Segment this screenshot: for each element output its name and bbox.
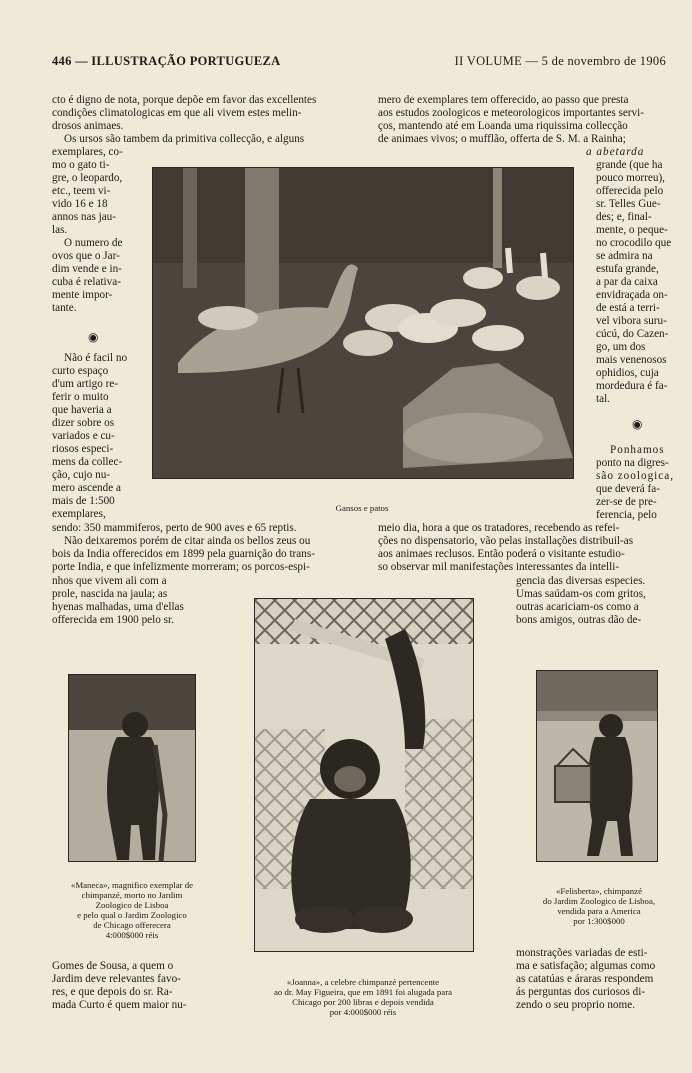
text-line: tante. [52, 302, 77, 314]
text-line: se admira na [596, 250, 653, 262]
text-line: mente impor- [52, 289, 113, 301]
text-line: que haveria a [52, 404, 112, 416]
caption-line: Chicago por 200 libras e depois vendida [292, 997, 434, 1007]
text-line: drosos animaes. [52, 120, 124, 132]
text-line: mais venenosos [596, 354, 667, 366]
caption-line: «Felisberta», chimpanzé [556, 886, 642, 896]
joanna-photo [254, 598, 474, 952]
text-line: mente, o peque- [596, 224, 668, 236]
text-line: zendo o seu proprio nome. [516, 999, 635, 1011]
caption-line: de Chicago offerecera [93, 920, 171, 930]
text-line: vel vibora suru- [596, 315, 667, 327]
caption-line: Zoologico de Lisboa [95, 900, 169, 910]
ornament-icon: ◉ [88, 330, 99, 344]
text-line: ponto na digres- [596, 457, 669, 469]
text-line: exemplares, [52, 508, 106, 520]
text-line: ferir o muito [52, 391, 109, 403]
caption-line: e pelo qual o Jardim Zoologico [77, 910, 187, 920]
geese-photo [152, 167, 574, 479]
text-line: offerecida em 1900 pelo sr. [52, 614, 174, 626]
text-line: ções no dispensatorio, vão pelas installações distribuil-as [378, 535, 634, 547]
text-line: grande (que ha [596, 159, 663, 171]
caption-line: ao dr. May Figueira, que em 1891 foi alugada para [273, 987, 453, 997]
caption-geese: Gansos e patos [335, 503, 389, 513]
text-line: são zoologica, [596, 470, 674, 482]
text-line: dizer sobre os [52, 417, 115, 429]
caption-line: «Maneca», magnifico exemplar de [70, 880, 194, 890]
text-line: vido 16 e 18 [52, 198, 108, 210]
text-line: pouco morreu), [596, 172, 665, 184]
text-line: meio dia, hora a que os tratadores, recebendo as refei- [378, 522, 620, 534]
text-line: prole, nascida na jaula; as [52, 588, 168, 600]
text-line: curto espaço [52, 365, 109, 377]
text-line: exemplares, co- [52, 146, 123, 158]
text-line: que deverá fa- [596, 483, 660, 495]
text-line: offerecida pelo [596, 185, 664, 197]
text-line: mero de exemplares tem offerecido, ao passo que presta [378, 94, 629, 106]
text-line: ás perguntas dos curiosos di- [516, 986, 646, 998]
text-line: go, um dos [596, 341, 646, 353]
text-line: des; e, final- [596, 211, 652, 223]
text-line: tal. [596, 393, 610, 405]
text-line: ços, mantendo até em Loanda uma riquissima collecção [378, 120, 628, 132]
text-line: mo o gato ti- [52, 159, 110, 171]
page-header-title: 446 — ILLUSTRAÇÃO PORTUGUEZA [52, 54, 281, 68]
text-line: annos nas jau- [52, 211, 117, 223]
caption-line: vendida para a America [557, 906, 641, 916]
text-line: Os ursos são tambem da primitiva collecção, e alguns [64, 133, 305, 145]
text-line: as catatúas e áraras respondem [516, 973, 654, 985]
text-line: Umas saúdam-os com gritos, [516, 588, 646, 600]
text-line: variados e cu- [52, 430, 115, 442]
caption-line: chimpanzé, morto no Jardim [81, 890, 183, 900]
text-line: no crocodilo que [596, 237, 672, 249]
text-line: zer-se de pre- [596, 496, 657, 508]
caption-line: «Joanna», a celebre chimpanzé pertencente [286, 977, 440, 987]
caption-line: do Jardim Zoologico de Lisboa, [542, 896, 656, 906]
text-line: so observar mil manifestações interessantes da intelli- [378, 561, 620, 573]
text-line: Ponhamos [610, 444, 665, 456]
text-line: d'um artigo re- [52, 378, 119, 390]
text-line: ma e satisfação; algumas como [516, 960, 656, 972]
text-line: mada Curto é quem maior nu- [52, 999, 187, 1011]
text-line: bons amigos, outras dão de- [516, 614, 642, 626]
text-line: porte India, e que infelizmente morreram; os porcos-espi- [52, 561, 310, 573]
text-line: Não é facil no [64, 352, 128, 364]
text-line: condições climatologicas em que ali vivem estes melin- [52, 107, 302, 119]
text-line: estufa grande, [596, 263, 659, 275]
text-line: ovos que o Jar- [52, 250, 120, 262]
text-line: aos estudos zoologicos e meteorologicos importantes servi- [378, 107, 644, 119]
text-line: gencia das diversas especies. [516, 575, 646, 587]
text-line: riosos especi- [52, 443, 114, 455]
text-line: ophidios, cuja [596, 367, 659, 379]
text-line: mens da collec- [52, 456, 123, 468]
text-line: bois da India offerecidos em 1899 pela guarnição do trans- [52, 548, 315, 560]
text-line: a par da caixa [596, 276, 658, 288]
text-line: nhos que vivem ali com a [52, 575, 167, 587]
text-line: de animaes vivos; o mufflão, offerta de S. M. a Rainha; [378, 133, 626, 145]
caption-line: por 1:300$000 [573, 916, 625, 926]
text-line: cuba é relativa- [52, 276, 121, 288]
text-line: cúcú, do Cazen- [596, 328, 669, 340]
text-line: mais de 1:500 [52, 495, 115, 507]
text-line: a abetarda [586, 146, 645, 158]
text-line: las. [52, 224, 68, 236]
text-line: sendo: 350 mammiferos, perto de 900 aves e 65 reptis. [52, 522, 297, 534]
text-line: aos animaes reclusos. Então poderá o visitante estudio- [378, 548, 625, 560]
text-line: hyenas malhadas, uma d'ellas [52, 601, 184, 613]
text-line: ção, cujo nu- [52, 469, 111, 481]
text-line: de está a terri- [596, 302, 660, 314]
ornament-icon: ◉ [632, 417, 643, 431]
caption-line: por 4:000$000 réis [329, 1007, 397, 1017]
text-line: cto é digno de nota, porque depõe em favor das excellentes [52, 94, 317, 106]
text-line: gre, o leopardo, [52, 172, 123, 184]
text-line: envidraçada on- [596, 289, 668, 301]
text-line: mordedura é fa- [596, 380, 668, 392]
text-line: Gomes de Sousa, a quem o [52, 960, 174, 972]
felisberta-photo [536, 670, 658, 862]
text-line: outras acariciam-os como a [516, 601, 639, 613]
text-line: ferencia, pelo [596, 509, 657, 521]
text-line: res, e que depois do sr. Ra- [52, 986, 173, 998]
text-line: mero ascende a [52, 482, 121, 494]
text-line: dim vende e in- [52, 263, 122, 275]
text-line: O numero de [64, 237, 123, 249]
maneca-photo [68, 674, 196, 862]
text-line: Não deixaremos porém de citar ainda os bellos zeus ou [64, 535, 311, 547]
text-line: sr. Telles Gue- [596, 198, 661, 210]
caption-line: 4:000$000 réis [105, 930, 159, 940]
text-line: monstrações variadas de esti- [516, 947, 648, 959]
text-line: Jardim deve relevantes favo- [52, 973, 181, 985]
page-header-volume-date: II VOLUME — 5 de novembro de 1906 [454, 54, 666, 68]
text-line: etc., teem vi- [52, 185, 111, 197]
